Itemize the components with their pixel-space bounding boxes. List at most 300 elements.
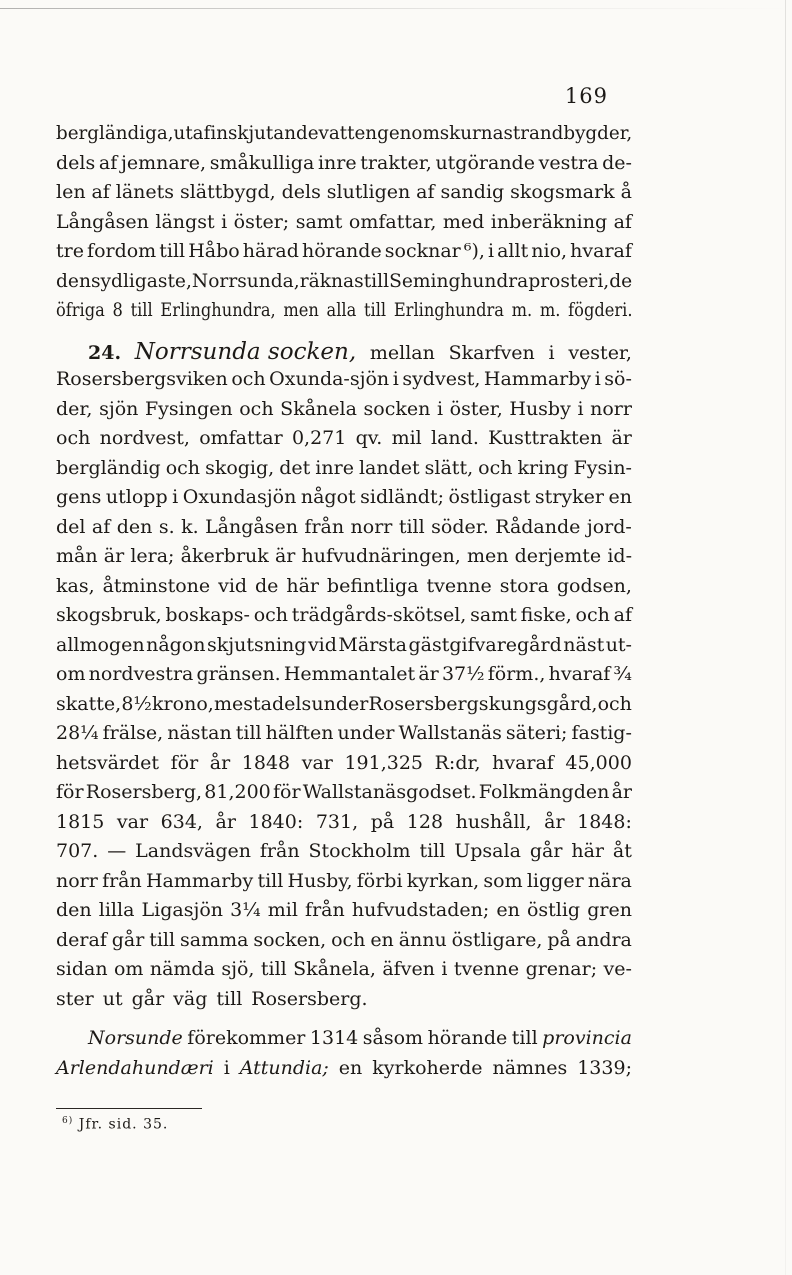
word: förbi [356, 869, 403, 892]
word: af [613, 604, 632, 626]
word: år [544, 810, 565, 833]
word: af [91, 515, 111, 538]
word: utlopp [105, 486, 168, 508]
word: lilla [98, 899, 135, 921]
word: med [442, 210, 485, 233]
word: allt [497, 240, 529, 262]
word: m. [511, 299, 533, 321]
word: inberäkning [490, 210, 608, 233]
footnote-marker: 6) [62, 1116, 74, 1126]
text-line [56, 152, 632, 182]
word: 1840: [248, 810, 304, 833]
word: var [301, 751, 333, 774]
text-line [56, 270, 632, 300]
word: skjutsning [206, 633, 307, 656]
word: Skånela, [293, 958, 376, 980]
word: stryker [534, 486, 604, 508]
word: id- [607, 545, 632, 567]
word: 45,000 [565, 751, 632, 774]
word: under [337, 722, 395, 744]
word: till [363, 269, 390, 292]
word: Kusttrakten [488, 427, 603, 449]
word: ligger [526, 869, 584, 892]
text-line [56, 122, 632, 152]
word: trädgårds-skötsel, [291, 604, 467, 626]
word: m. [539, 299, 561, 321]
word: skogsbruk, [56, 604, 162, 626]
word: mil [267, 899, 298, 921]
word: s. [158, 515, 175, 538]
word: kas, [56, 574, 95, 597]
word: Skarfven [448, 341, 535, 364]
word: och [575, 604, 610, 626]
word: Husby, [287, 869, 353, 892]
word: på [370, 810, 395, 833]
word: tvenne [426, 574, 492, 597]
word: en [496, 899, 520, 921]
word: fiske, [520, 604, 572, 626]
word: Attundia; [239, 1056, 329, 1079]
text-line [56, 181, 632, 211]
word: Folkmängden [478, 781, 610, 803]
word: sydligaste, [90, 269, 192, 292]
word: 1815 [56, 810, 105, 833]
word: i [436, 397, 444, 420]
text-line [56, 240, 632, 270]
word: 1339; [577, 1056, 632, 1079]
text-line [56, 516, 632, 546]
word: en [370, 928, 394, 951]
word: kyrkoherde [372, 1056, 483, 1079]
word: 8 [112, 299, 123, 321]
word: den [56, 269, 91, 292]
word: går [111, 928, 145, 951]
text-line [56, 634, 632, 664]
word: något [300, 486, 356, 508]
word: de- [602, 151, 632, 174]
text-line [56, 368, 632, 398]
word: åtminstone [102, 574, 211, 597]
word: Rosersberg. [251, 987, 368, 1010]
word: der, [56, 397, 93, 420]
word: och [56, 427, 91, 449]
word: socken [363, 397, 431, 420]
word: som [483, 869, 523, 892]
word: utgörande [435, 151, 535, 174]
word: är [274, 545, 296, 567]
text-line [56, 1057, 632, 1087]
word: i [392, 368, 399, 390]
word: Norsunde [88, 1027, 183, 1049]
footnote-rule [56, 1108, 202, 1109]
word: till [159, 240, 186, 262]
word: Ligasjön [141, 899, 224, 921]
word: del [56, 515, 86, 538]
word: boskaps- [165, 604, 250, 626]
word: Erlinghundra, [160, 299, 276, 321]
word: här [286, 574, 319, 597]
word: Rosersbergs [368, 692, 489, 715]
word: sjö, [221, 958, 255, 980]
word: kring [517, 456, 569, 479]
word: bergländiga, [56, 122, 174, 144]
word: ut [102, 987, 123, 1010]
word: gästgifvaregård [408, 633, 562, 656]
word: inskjutande [210, 122, 319, 144]
word: nordvest, [99, 427, 190, 449]
word: dels [281, 181, 321, 203]
word: 24. [88, 341, 122, 364]
text-line [56, 811, 632, 841]
word: prosteri, [528, 269, 610, 292]
word: är [611, 427, 632, 449]
word: R:dr, [434, 751, 481, 774]
word: från [304, 515, 345, 538]
word: vid [307, 633, 337, 656]
word: strandbygder, [503, 122, 633, 144]
word: sjön [99, 397, 139, 420]
word: Seminghundra [389, 269, 529, 292]
word: och [331, 928, 366, 951]
word: frälse, [102, 722, 164, 744]
word: ster [56, 987, 94, 1010]
word: öster; [233, 210, 290, 233]
word: härad [242, 240, 299, 262]
text-line [56, 722, 632, 752]
word: länets [115, 181, 175, 203]
word: deraf [56, 928, 107, 951]
word: går [529, 840, 563, 862]
word: Stockholm [308, 840, 411, 862]
word: hvaraf [570, 240, 632, 262]
word: hufvudnäringen, [301, 545, 461, 567]
word: ännu [398, 928, 447, 951]
word: Oxunda-sjön [269, 368, 390, 390]
word: nämda [149, 958, 215, 980]
word: å [620, 181, 632, 203]
word: till [419, 840, 446, 862]
word: Norrsunda socken, [134, 338, 357, 365]
word: väg [173, 987, 208, 1010]
word: om [113, 958, 144, 980]
word: slätt, [424, 456, 474, 479]
word: af [416, 181, 435, 203]
text-line [56, 899, 632, 929]
word: söder. [431, 515, 489, 538]
text-line [56, 457, 632, 487]
word: om [56, 663, 86, 685]
text-line [56, 211, 632, 241]
word: till [235, 722, 262, 744]
word: Hemmantalet [283, 663, 416, 685]
word: i [221, 210, 228, 233]
word: godsen, [556, 574, 632, 597]
word: fastig- [571, 722, 632, 744]
word: på [547, 928, 571, 951]
word: samt [470, 604, 517, 626]
word: landet [358, 456, 420, 479]
word: år [209, 751, 231, 774]
word: de [255, 574, 279, 597]
word: det [279, 456, 311, 479]
word: hörande [427, 1027, 508, 1049]
text-line [56, 427, 632, 457]
word: och [478, 456, 513, 479]
word: hufvudstaden; [351, 899, 490, 921]
word: samt [295, 210, 343, 233]
word: östlig [526, 899, 581, 921]
word: mellan [369, 341, 435, 364]
text-line [56, 339, 632, 369]
word: trakter, [360, 151, 432, 174]
word: förekommer [187, 1027, 306, 1049]
word: är [418, 663, 439, 685]
word: Rosersberg, [85, 781, 203, 803]
word: mestadels [213, 692, 312, 715]
word: provincia [542, 1027, 632, 1049]
word: socknar [384, 240, 461, 262]
text-line [56, 929, 632, 959]
word: fordom [87, 240, 157, 262]
text-line [56, 398, 632, 428]
word: sydvest, [402, 368, 481, 390]
word: från [305, 899, 345, 921]
body-text [56, 122, 632, 1086]
word: och [231, 368, 266, 390]
word: åkerbruk [180, 545, 269, 567]
word: 0,271 [291, 427, 347, 449]
word: tvenne [453, 958, 520, 980]
word: alla [326, 299, 357, 321]
word: ve- [603, 958, 632, 980]
word: len [56, 181, 86, 203]
word: äfven [382, 958, 435, 980]
word: Hammarby [145, 869, 254, 892]
word: nordvestra [88, 663, 194, 685]
word: skogsmark [510, 181, 615, 203]
word: men [466, 545, 509, 567]
word: 191,325 [344, 751, 424, 774]
word: ¾ [613, 663, 632, 685]
word: 731, [315, 810, 359, 833]
word: till [257, 869, 284, 892]
word: skogig, [205, 456, 275, 479]
word: nära [587, 869, 632, 892]
word: vatten [318, 122, 378, 144]
word: jord- [586, 515, 632, 538]
word: lera; [130, 545, 175, 567]
word: Oxundasjön [182, 486, 297, 508]
text-line [56, 575, 632, 605]
word: säteri; [505, 722, 568, 744]
text-line [56, 486, 632, 516]
word: nämnes [492, 1056, 568, 1079]
text-line [56, 693, 632, 723]
word: socken, [253, 928, 327, 951]
word: kungsgård, [488, 692, 598, 715]
text-line [56, 781, 632, 811]
word: öfriga [56, 299, 105, 321]
word: andra [575, 928, 632, 951]
word: slutligen [326, 181, 411, 203]
word: under [311, 692, 369, 715]
word: för [56, 781, 84, 803]
word: Rådande [495, 515, 581, 538]
word: till [398, 515, 425, 538]
word: norr [350, 515, 393, 538]
text-line [56, 958, 632, 988]
text-line [56, 299, 632, 329]
word: gens [56, 486, 102, 508]
word: stora [499, 574, 549, 597]
word: är [103, 545, 125, 567]
word: Landsvägen [135, 840, 251, 862]
word: och [597, 692, 632, 715]
word: af [98, 151, 118, 174]
word: vestra [538, 151, 599, 174]
word: 8½ [121, 692, 152, 715]
footnote-text: Jfr. sid. 35. [78, 1116, 169, 1133]
word: från [259, 840, 300, 862]
word: de [609, 269, 633, 292]
word: 1314 [309, 1027, 359, 1049]
text-line [56, 752, 632, 782]
word: utaf [173, 122, 211, 144]
word: vester, [568, 341, 632, 364]
word: gren [587, 899, 632, 921]
word: men [283, 299, 319, 321]
word: räknas [299, 269, 364, 292]
word: östligast [448, 486, 531, 508]
word: krono, [152, 692, 214, 715]
word: Fysin- [573, 456, 632, 479]
word: den [116, 515, 153, 538]
word: hetsvärdet [56, 751, 160, 774]
text-line [56, 545, 632, 575]
word: i [577, 397, 584, 420]
word: sandig [440, 181, 505, 203]
word: af [613, 210, 632, 233]
word: 37½ [441, 663, 485, 685]
word: Långåsen [205, 515, 298, 538]
word: åt [612, 840, 632, 862]
word: någon [146, 633, 206, 656]
word: i [548, 341, 555, 364]
word: slättbygd, [179, 181, 276, 203]
scan-edge-top [0, 8, 792, 9]
text-line [56, 870, 632, 900]
word: tre [56, 240, 84, 262]
footnote [62, 1116, 168, 1133]
word: en [608, 486, 632, 508]
word: Wallstanäsgodset. [302, 781, 477, 803]
word: genomskurna [377, 122, 504, 144]
word: omfattar [199, 427, 283, 449]
word: nio, [531, 240, 568, 262]
word: norr [590, 397, 632, 420]
word: var [116, 810, 149, 833]
word: i [172, 486, 179, 508]
word: nästan [167, 722, 232, 744]
word: omfattar, [348, 210, 437, 233]
word: 634, [160, 810, 203, 833]
word: går [131, 987, 165, 1010]
word: sidländt; [360, 486, 445, 508]
word: i [223, 1056, 230, 1079]
word: allmogen [56, 633, 145, 656]
word: Märsta [338, 633, 407, 656]
word: här [571, 840, 604, 862]
word: hörande [301, 240, 382, 262]
word: skatte, [56, 692, 122, 715]
text-line [56, 604, 632, 634]
word: en [338, 1056, 363, 1079]
word: Långåsen [56, 210, 149, 233]
word: och [253, 604, 289, 626]
word: Håbo [188, 240, 240, 262]
word: 707. [56, 840, 99, 862]
word: östligare, [451, 928, 543, 951]
word: Fysingen [145, 397, 233, 420]
word: hälften [265, 722, 334, 744]
word: — [107, 840, 127, 862]
word: i [487, 240, 495, 262]
text-line [56, 1027, 632, 1057]
word: inre [317, 151, 357, 174]
word: till [364, 299, 387, 321]
word: förm., [487, 663, 546, 685]
word: för [272, 781, 301, 803]
word: k. [181, 515, 199, 538]
word: och [239, 397, 274, 420]
word: gränsen. [196, 663, 281, 685]
word: grenar; [525, 958, 598, 980]
word: 3¼ [230, 899, 261, 921]
word: 1848: [577, 810, 632, 833]
word: till [130, 299, 153, 321]
word: såsom [362, 1027, 424, 1049]
word: Husby [509, 397, 571, 420]
word: af [91, 181, 110, 203]
word: fögderi. [568, 299, 633, 321]
text-line [56, 988, 632, 1018]
word: i [441, 958, 448, 980]
word: år [611, 781, 632, 803]
word: ⁶), [463, 240, 485, 262]
word: till [260, 958, 287, 980]
word: Arlendahundæri [56, 1056, 214, 1079]
word: 128 [406, 810, 444, 833]
word: för [170, 751, 199, 774]
word: småkulliga [209, 151, 315, 174]
word: Erlinghundra [393, 299, 504, 321]
word: öster, [449, 397, 503, 420]
word: den [56, 899, 92, 921]
word: hushåll, [455, 810, 532, 833]
word: land. [431, 427, 479, 449]
text-line [56, 663, 632, 693]
word: qv. [355, 427, 383, 449]
word: dels [56, 151, 96, 174]
word: från [102, 869, 142, 892]
word: hvaraf [492, 751, 554, 774]
word: näst [563, 633, 605, 656]
word: inre [315, 456, 354, 479]
word: hvaraf [548, 663, 611, 685]
word: 1848 [241, 751, 291, 774]
word: samma [179, 928, 249, 951]
page-number: 169 [564, 84, 608, 108]
